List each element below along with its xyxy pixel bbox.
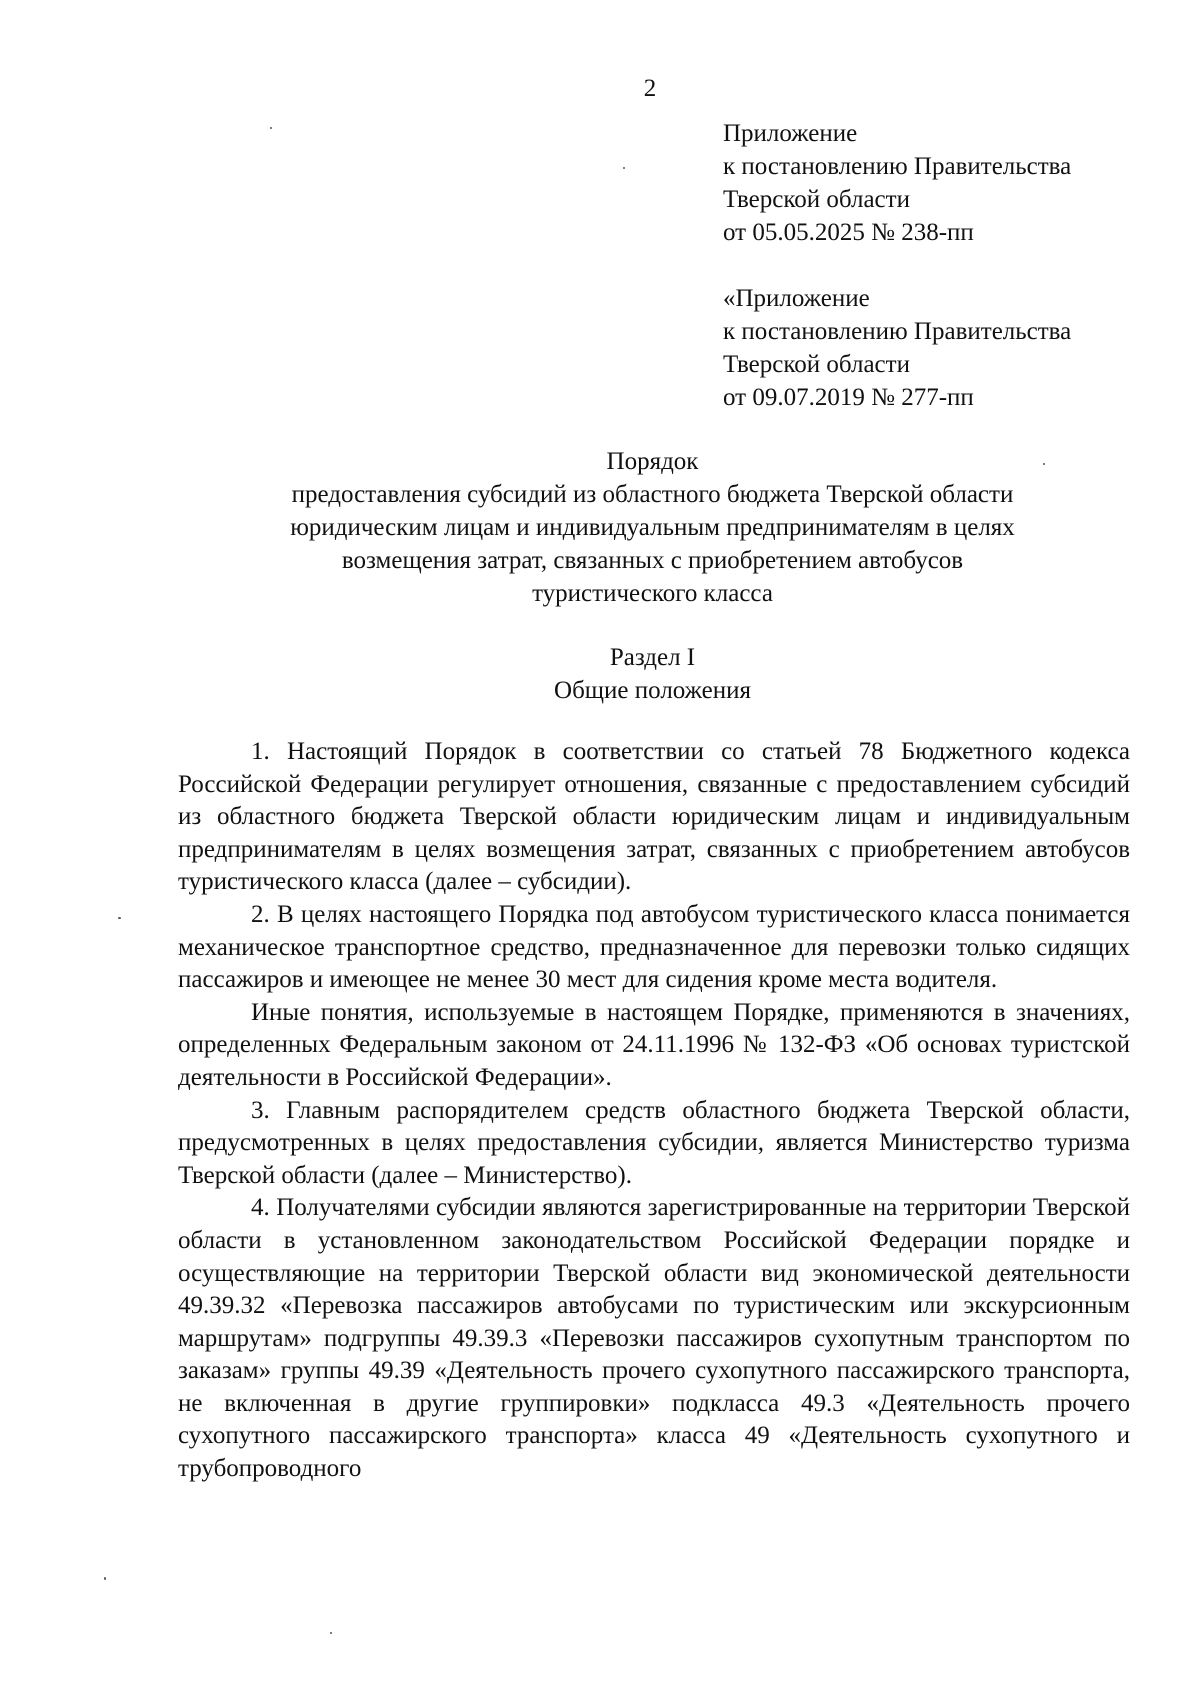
appendix-line: «Приложение bbox=[723, 285, 870, 312]
appendix-current-block bbox=[723, 117, 1173, 249]
scan-speck bbox=[118, 917, 121, 919]
title-line: предоставления субсидий из областного бюджета Тверской области bbox=[291, 481, 1014, 508]
scan-speck bbox=[104, 1577, 106, 1580]
appendix-line: от 09.07.2019 № 277-пп bbox=[723, 384, 974, 411]
document-title bbox=[150, 445, 1155, 610]
paragraph-2-definitions: Иные понятия, используемые в настоящем Порядке, применяются в значениях, определенных Федеральным законом от 24.11.1996 № 132-ФЗ «Об основах туристской деятельности в Российской Федерации». bbox=[178, 998, 1130, 1091]
appendix-line: к постановлению Правительства bbox=[723, 318, 1072, 345]
appendix-line: Тверской области bbox=[723, 351, 910, 378]
body-text bbox=[178, 736, 1130, 1486]
scan-speck bbox=[1043, 463, 1045, 465]
title-line: юридическим лицам и индивидуальным предпринимателям в целях bbox=[290, 514, 1015, 541]
appendix-original-block bbox=[723, 282, 1173, 414]
title-line: туристического класса bbox=[532, 580, 773, 607]
scan-speck bbox=[330, 1632, 332, 1634]
paragraph-4: 4. Получателями субсидии являются зарегистрированные на территории Тверской области в установленном законодательством Российской Федерации порядке и осуществляющие на территории Тверской области вид экономической деятельности 49.39.32 «Перевозка пассажиров автобусами по туристическим или экскурсионным маршрутам» подгруппы 49.39.3 «Перевозки пассажиров сухопутным транспортом по заказам» группы 49.39 «Деятельность прочего сухопутного пассажирского транспорта, не включенная в другие группировки» подкласса 49.3 «Деятельность прочего сухопутного пассажирского транспорта» класса 49 «Деятельность сухопутного и трубопроводного bbox=[178, 1194, 1130, 1483]
title-line: возмещения затрат, связанных с приобретением автобусов bbox=[341, 547, 964, 574]
title-heading: Порядок bbox=[606, 448, 699, 475]
scan-speck bbox=[623, 167, 625, 169]
section-number: Раздел I bbox=[609, 644, 696, 671]
paragraph-3: 3. Главным распорядителем средств областного бюджета Тверской области, предусмотренных в целях предоставления субсидии, является Министерство туризма Тверской области (далее – Министерство). bbox=[178, 1096, 1130, 1189]
section-name: Общие положения bbox=[554, 677, 751, 704]
paragraph-2: 2. В целях настоящего Порядка под автобусом туристического класса понимается механическое транспортное средство, предназначенное для перевозки только сидящих пассажиров и имеющее не менее 30 мест для сидения кроме места водителя. bbox=[178, 900, 1130, 994]
scan-speck bbox=[270, 127, 272, 129]
page-number: 2 bbox=[643, 75, 657, 102]
appendix-line: к постановлению Правительства bbox=[723, 153, 1072, 180]
appendix-line: Приложение bbox=[723, 120, 858, 147]
appendix-line: от 05.05.2025 № 238-пп bbox=[723, 219, 974, 246]
appendix-line: Тверской области bbox=[723, 186, 910, 213]
section-heading bbox=[150, 641, 1155, 707]
paragraph-1: 1. Настоящий Порядок в соответствии со статьей 78 Бюджетного кодекса Российской Федерации регулирует отношения, связанные с предоставлением субсидий из областного бюджета Тверской области юридическим лицам и индивидуальным предпринимателям в целях возмещения затрат, связанных с приобретением автобусов туристического класса (далее – субсидии). bbox=[178, 738, 1130, 896]
